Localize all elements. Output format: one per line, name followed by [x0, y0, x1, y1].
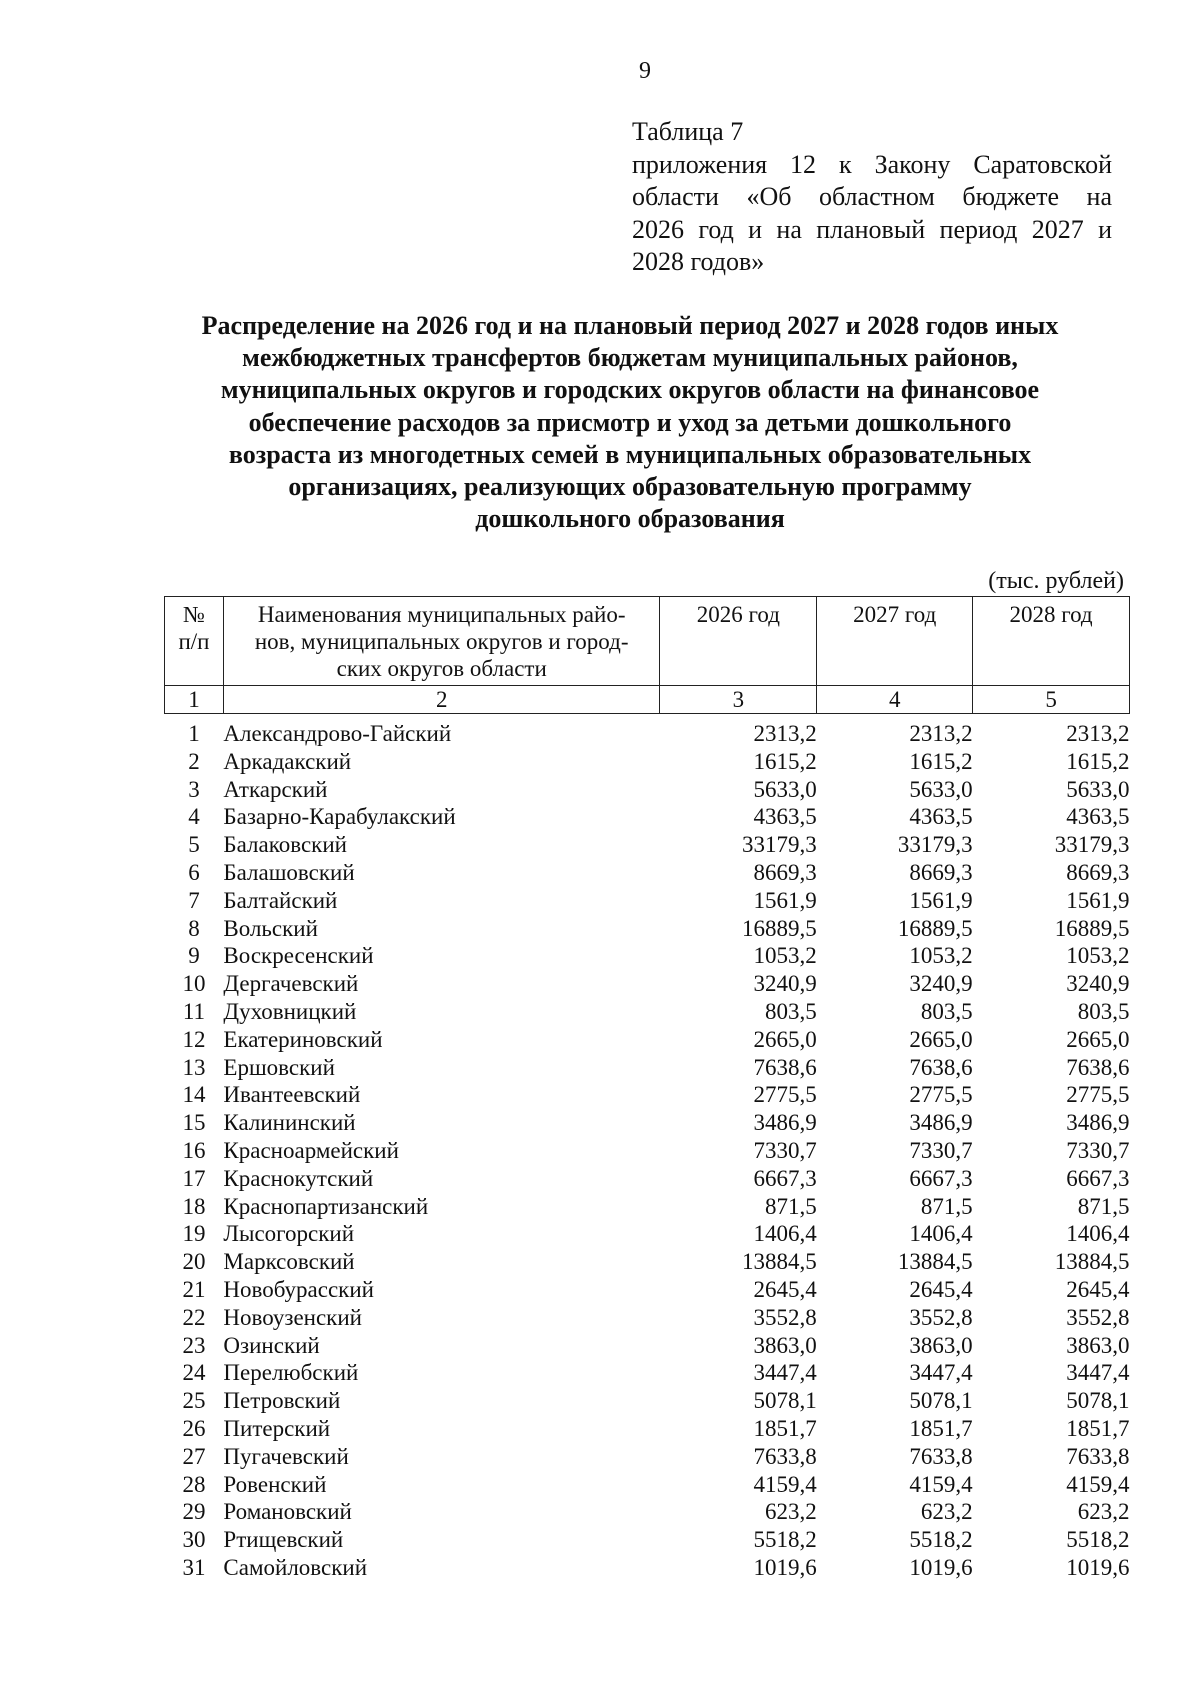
value-2028: 1851,7	[1066, 1415, 1130, 1441]
header-number-line: п/п	[178, 629, 210, 654]
header-name-line: Наименования муниципальных райо-	[257, 602, 626, 627]
municipality-name: Петровский	[223, 1388, 341, 1414]
value-2027: 2645,4	[909, 1276, 973, 1302]
table-row	[165, 1526, 1130, 1554]
row-number: 14	[182, 1082, 206, 1108]
municipality-name: Марксовский	[223, 1249, 355, 1275]
title-line: межбюджетных трансфертов бюджетам муниципальных районов,	[242, 343, 1018, 373]
value-2026: 5518,2	[753, 1527, 817, 1553]
row-number: 1	[188, 721, 200, 746]
municipality-name: Екатериновский	[223, 1026, 383, 1052]
value-2027: 1561,9	[909, 887, 973, 913]
value-2027: 13884,5	[897, 1249, 973, 1275]
column-number: 2	[223, 686, 660, 714]
municipality-name: Новоузенский	[223, 1304, 362, 1330]
table-row	[165, 748, 1130, 776]
value-2027: 4159,4	[909, 1471, 973, 1497]
table-row	[165, 1109, 1130, 1137]
title-line: возраста из многодетных семей в муниципальных образовательных	[228, 439, 1032, 469]
row-number: 4	[188, 804, 200, 830]
table-row	[165, 1415, 1130, 1443]
value-2026: 5078,1	[753, 1388, 817, 1414]
value-2027: 8669,3	[909, 859, 973, 885]
value-2028: 7330,7	[1066, 1137, 1130, 1163]
appendix-reference	[632, 116, 1112, 279]
municipality-name: Ивантеевский	[223, 1082, 361, 1108]
table-row	[165, 859, 1130, 887]
budget-table	[164, 596, 1130, 1582]
row-number: 30	[182, 1527, 206, 1553]
value-2028: 2665,0	[1066, 1026, 1130, 1052]
value-2028: 4159,4	[1066, 1471, 1130, 1497]
municipality-name: Краснопартизанский	[223, 1193, 429, 1219]
title-line: дошкольного образования	[475, 504, 785, 534]
document-title	[150, 310, 1110, 535]
value-2028: 8669,3	[1066, 859, 1130, 885]
table-row	[165, 998, 1130, 1026]
value-2027: 2775,5	[909, 1082, 973, 1108]
row-number: 7	[188, 887, 200, 913]
appendix-line: Таблица 7	[632, 117, 744, 146]
header-2028: 2028 год	[973, 597, 1130, 686]
municipality-name: Романовский	[223, 1499, 352, 1525]
value-2026: 4159,4	[753, 1471, 817, 1497]
table-row	[165, 970, 1130, 998]
value-2027: 5078,1	[909, 1388, 973, 1414]
municipality-name: Балтайский	[223, 887, 338, 913]
header-number	[165, 597, 224, 686]
value-2028: 3863,0	[1066, 1332, 1130, 1358]
value-2027: 3447,4	[909, 1360, 973, 1386]
value-2028: 2313,2	[1066, 721, 1130, 746]
value-2028: 7638,6	[1066, 1054, 1130, 1080]
value-2027: 7638,6	[909, 1054, 973, 1080]
table-row	[165, 1054, 1130, 1082]
value-2027: 7633,8	[909, 1443, 973, 1469]
value-2026: 3863,0	[753, 1332, 817, 1358]
row-number: 26	[182, 1415, 206, 1441]
value-2026: 2665,0	[753, 1026, 817, 1052]
value-2026: 33179,3	[742, 832, 817, 858]
value-2027: 2665,0	[909, 1026, 973, 1052]
row-number: 11	[182, 998, 206, 1024]
value-2028: 5078,1	[1066, 1388, 1130, 1414]
table-header-row	[165, 597, 1130, 686]
row-number: 8	[188, 915, 200, 941]
value-2028: 803,5	[1077, 998, 1130, 1024]
column-number: 3	[660, 686, 817, 714]
table-row	[165, 1304, 1130, 1332]
municipality-name: Калининский	[223, 1110, 356, 1136]
table-body	[165, 720, 1130, 1582]
row-number: 22	[182, 1304, 206, 1330]
appendix-line: 2026 год и на плановый период 2027 и	[632, 214, 1112, 244]
municipality-name: Перелюбский	[223, 1360, 359, 1386]
value-2027: 7330,7	[909, 1137, 973, 1163]
table-row	[165, 1276, 1130, 1304]
value-2026: 3552,8	[753, 1304, 817, 1330]
row-number: 12	[182, 1026, 206, 1052]
value-2028: 3552,8	[1066, 1304, 1130, 1330]
table-row	[165, 1332, 1130, 1360]
value-2028: 1053,2	[1066, 943, 1130, 969]
value-2028: 3240,9	[1066, 971, 1130, 997]
title-line: муниципальных округов и городских округов области на финансовое	[220, 375, 1040, 405]
header-2027: 2027 год	[817, 597, 973, 686]
row-number: 19	[182, 1221, 206, 1247]
value-2027: 1851,7	[909, 1415, 973, 1441]
value-2026: 1561,9	[753, 887, 817, 913]
value-2027: 33179,3	[897, 832, 973, 858]
municipality-name: Аткарский	[223, 776, 328, 802]
units-note: (тыс. рублей)	[988, 568, 1124, 594]
municipality-name: Питерский	[223, 1415, 331, 1441]
appendix-line: приложения 12 к Закону Саратовской	[632, 149, 1112, 179]
appendix-line: области «Об областном бюджете на	[632, 182, 1112, 211]
value-2028: 5633,0	[1066, 776, 1130, 802]
municipality-name: Пугачевский	[223, 1443, 349, 1469]
municipality-name: Балашовский	[223, 859, 355, 885]
value-2026: 5633,0	[753, 776, 817, 802]
table-row	[165, 1220, 1130, 1248]
row-number: 9	[188, 943, 200, 969]
table-row	[165, 1554, 1130, 1582]
value-2026: 3240,9	[753, 971, 817, 997]
value-2028: 4363,5	[1066, 804, 1130, 830]
value-2028: 16889,5	[1054, 915, 1130, 941]
municipality-name: Дергачевский	[223, 971, 359, 997]
value-2027: 3552,8	[909, 1304, 973, 1330]
column-number: 1	[165, 686, 224, 714]
value-2026: 1053,2	[753, 943, 817, 969]
column-number: 5	[973, 686, 1130, 714]
value-2028: 3486,9	[1066, 1110, 1130, 1136]
municipality-name: Вольский	[223, 915, 318, 941]
value-2026: 13884,5	[742, 1249, 817, 1275]
row-number: 13	[182, 1054, 206, 1080]
municipality-name: Самойловский	[223, 1554, 368, 1580]
value-2028: 2775,5	[1066, 1082, 1130, 1108]
value-2027: 1053,2	[909, 943, 973, 969]
value-2027: 1406,4	[909, 1221, 973, 1247]
header-name	[223, 597, 660, 686]
table-row	[165, 1165, 1130, 1193]
value-2028: 1615,2	[1066, 748, 1130, 774]
table-row	[165, 776, 1130, 804]
value-2027: 2313,2	[909, 721, 973, 746]
table-row	[165, 1248, 1130, 1276]
value-2028: 1019,6	[1066, 1554, 1130, 1580]
value-2028: 623,2	[1077, 1499, 1130, 1525]
table-row	[165, 1137, 1130, 1165]
table-row	[165, 1193, 1130, 1221]
value-2027: 6667,3	[909, 1165, 973, 1191]
header-2026: 2026 год	[660, 597, 817, 686]
municipality-name: Воскресенский	[223, 943, 374, 969]
row-number: 15	[182, 1110, 206, 1136]
value-2026: 7638,6	[753, 1054, 817, 1080]
header-number-line: №	[182, 602, 205, 627]
row-number: 23	[182, 1332, 206, 1358]
municipality-name: Озинский	[223, 1332, 320, 1358]
value-2027: 5518,2	[909, 1527, 973, 1553]
municipality-name: Балаковский	[223, 832, 347, 858]
row-number: 27	[182, 1443, 206, 1469]
table-row	[165, 1081, 1130, 1109]
value-2026: 3486,9	[753, 1110, 817, 1136]
table-row	[165, 1443, 1130, 1471]
row-number: 29	[182, 1499, 206, 1525]
value-2026: 8669,3	[753, 859, 817, 885]
municipality-name: Красноармейский	[223, 1137, 399, 1163]
value-2028: 5518,2	[1066, 1527, 1130, 1553]
row-number: 16	[182, 1137, 206, 1163]
value-2028: 2645,4	[1066, 1276, 1130, 1302]
column-number-row	[165, 686, 1130, 714]
municipality-name: Ртищевский	[223, 1527, 344, 1553]
appendix-line: 2028 годов»	[632, 247, 765, 276]
municipality-name: Краснокутский	[223, 1165, 374, 1191]
value-2026: 1406,4	[753, 1221, 817, 1247]
row-number: 24	[182, 1360, 206, 1386]
row-number: 5	[188, 832, 200, 858]
value-2026: 803,5	[765, 998, 817, 1024]
table-row	[165, 915, 1130, 943]
row-number: 31	[182, 1554, 206, 1580]
table-row	[165, 831, 1130, 859]
table-row	[165, 1387, 1130, 1415]
value-2028: 1561,9	[1066, 887, 1130, 913]
municipality-name: Духовницкий	[223, 998, 357, 1024]
row-number: 3	[188, 776, 200, 802]
row-number: 18	[182, 1193, 206, 1219]
value-2028: 1406,4	[1066, 1221, 1130, 1247]
value-2027: 4363,5	[909, 804, 973, 830]
row-number: 28	[182, 1471, 206, 1497]
value-2028: 7633,8	[1066, 1443, 1130, 1469]
header-name-line: нов, муниципальных округов и город-	[254, 629, 629, 654]
table-row	[165, 942, 1130, 970]
row-number: 10	[182, 971, 206, 997]
title-line: Распределение на 2026 год и на плановый период 2027 и 2028 годов иных	[201, 311, 1059, 340]
value-2026: 1851,7	[753, 1415, 817, 1441]
value-2026: 2775,5	[753, 1082, 817, 1108]
value-2026: 7330,7	[753, 1137, 817, 1163]
column-number: 4	[817, 686, 973, 714]
table-row	[165, 720, 1130, 748]
page-number: 9	[639, 58, 651, 84]
row-number: 17	[182, 1165, 206, 1191]
table-row	[165, 1498, 1130, 1526]
value-2026: 1019,6	[753, 1554, 817, 1580]
value-2027: 803,5	[920, 998, 973, 1024]
value-2026: 1615,2	[753, 748, 817, 774]
table-row	[165, 1026, 1130, 1054]
header-name-line: ских округов области	[336, 656, 547, 681]
municipality-name: Александрово-Гайский	[223, 721, 452, 746]
municipality-name: Ровенский	[223, 1471, 327, 1497]
row-number: 25	[182, 1388, 206, 1414]
row-number: 6	[188, 859, 200, 885]
row-number: 20	[182, 1249, 206, 1275]
municipality-name: Новобурасский	[223, 1276, 374, 1302]
value-2027: 3240,9	[909, 971, 973, 997]
municipality-name: Лысогорский	[223, 1221, 355, 1247]
value-2027: 623,2	[920, 1499, 973, 1525]
table-row	[165, 803, 1130, 831]
value-2028: 13884,5	[1054, 1249, 1130, 1275]
title-line: организациях, реализующих образовательную программу	[288, 472, 972, 502]
municipality-name: Базарно-Карабулакский	[223, 804, 456, 830]
municipality-name: Ершовский	[223, 1054, 335, 1080]
value-2027: 871,5	[920, 1193, 973, 1219]
value-2028: 6667,3	[1066, 1165, 1130, 1191]
value-2026: 871,5	[765, 1193, 817, 1219]
municipality-name: Аркадакский	[223, 748, 352, 774]
table-row	[165, 887, 1130, 915]
value-2026: 16889,5	[742, 915, 817, 941]
row-number: 2	[188, 748, 200, 774]
title-line: обеспечение расходов за присмотр и уход за детьми дошкольного	[248, 407, 1012, 437]
table-row	[165, 1471, 1130, 1499]
value-2026: 6667,3	[753, 1165, 817, 1191]
row-number: 21	[182, 1276, 206, 1302]
value-2027: 1019,6	[909, 1554, 973, 1580]
value-2028: 33179,3	[1054, 832, 1130, 858]
value-2027: 16889,5	[897, 915, 973, 941]
value-2028: 871,5	[1077, 1193, 1130, 1219]
value-2026: 2313,2	[753, 721, 817, 746]
table-row	[165, 1359, 1130, 1387]
value-2026: 4363,5	[753, 804, 817, 830]
value-2027: 3486,9	[909, 1110, 973, 1136]
value-2027: 1615,2	[909, 748, 973, 774]
value-2027: 5633,0	[909, 776, 973, 802]
value-2027: 3863,0	[909, 1332, 973, 1358]
value-2026: 623,2	[765, 1499, 817, 1525]
value-2026: 7633,8	[753, 1443, 817, 1469]
value-2026: 3447,4	[753, 1360, 817, 1386]
value-2028: 3447,4	[1066, 1360, 1130, 1386]
value-2026: 2645,4	[753, 1276, 817, 1302]
